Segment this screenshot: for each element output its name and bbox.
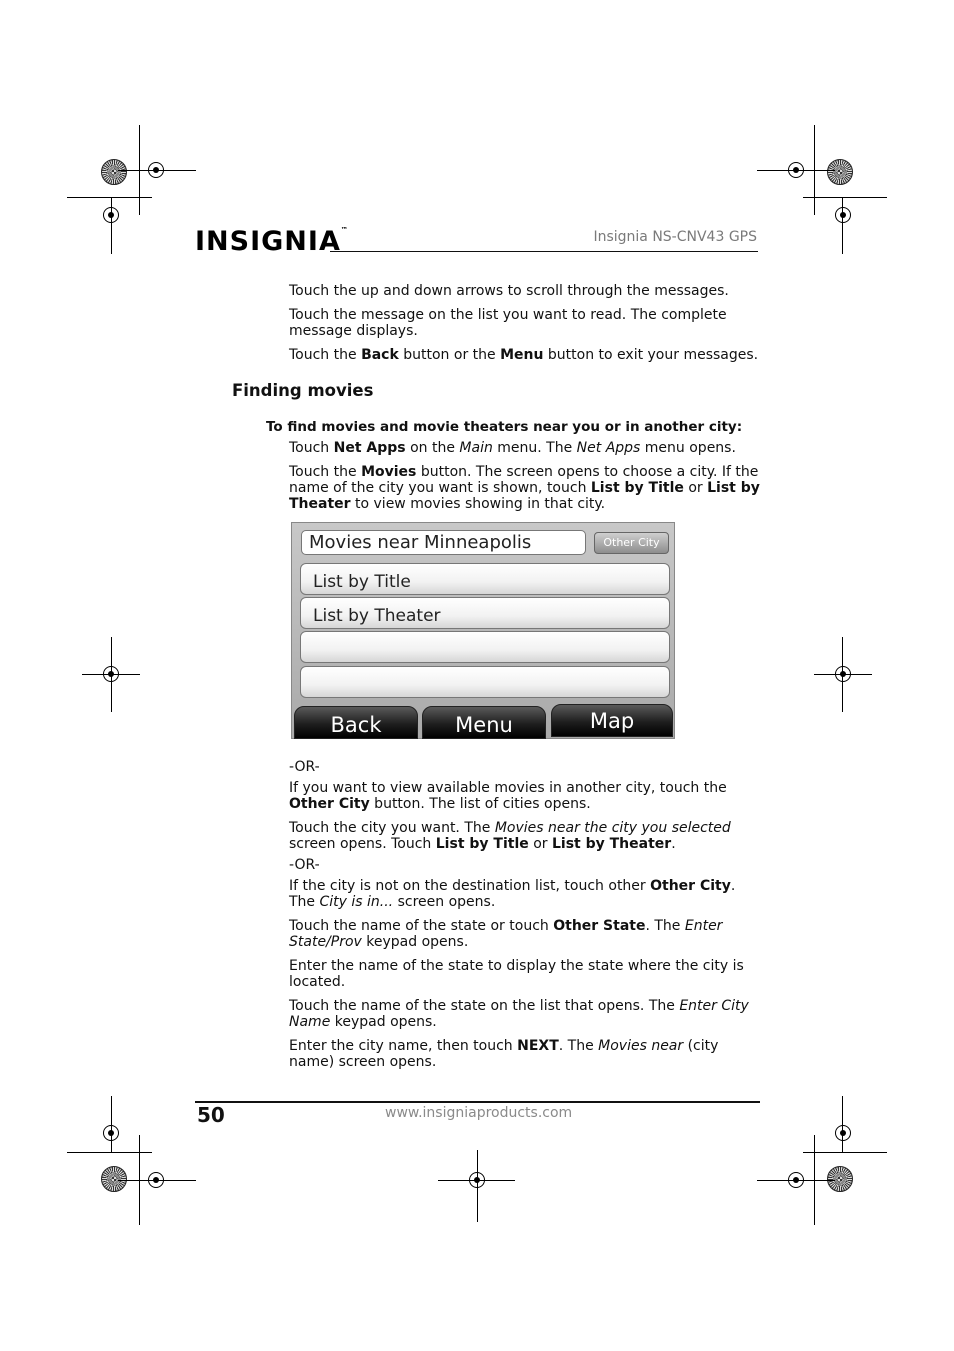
screen-title: Movies near Minneapolis (301, 530, 586, 555)
insignia-logo: INSIGNIA™ (195, 226, 349, 257)
paragraph: Touch the up and down arrows to scroll through the messages. (289, 283, 729, 299)
gps-screen-figure (291, 522, 675, 739)
registration-target-icon (835, 666, 851, 682)
registration-target-icon (103, 207, 119, 223)
registration-rosette-icon (827, 159, 853, 185)
map-button[interactable]: Map (551, 704, 673, 737)
registration-target-icon (469, 1172, 485, 1188)
registration-target-icon (103, 1125, 119, 1141)
list-item[interactable] (300, 666, 670, 698)
other-city-button[interactable]: Other City (594, 532, 669, 554)
registration-target-icon (103, 666, 119, 682)
step: Enter the city name, then touch NEXT. The Movies near (city name) screen opens. (289, 1038, 719, 1070)
procedure-heading: To find movies and movie theaters near you or in another city: (266, 419, 743, 435)
footer-rule (195, 1101, 760, 1103)
or-separator: -OR- (289, 759, 320, 775)
registration-rosette-icon (101, 159, 127, 185)
registration-target-icon (148, 1172, 164, 1188)
header-rule (330, 251, 758, 252)
paragraph: Touch the message on the list you want to read. The complete message displays. (289, 307, 727, 339)
step: Touch the name of the state or touch Other State. The Enter State/Prov keypad opens. (289, 918, 723, 950)
menu-button[interactable]: Menu (422, 706, 546, 739)
registration-target-icon (148, 162, 164, 178)
step: If you want to view available movies in another city, touch the Other City button. The list of cities opens. (289, 780, 727, 812)
paragraph: Touch the Back button or the Menu button to exit your messages. (289, 347, 759, 363)
list-by-theater-button[interactable]: List by Theater (300, 597, 670, 629)
registration-target-icon (788, 1172, 804, 1188)
header-title: Insignia NS-CNV43 GPS (593, 229, 757, 245)
step: Touch Net Apps on the Main menu. The Net Apps menu opens. (289, 440, 736, 456)
step: Enter the name of the state to display the state where the city is located. (289, 958, 744, 990)
or-separator: -OR- (289, 857, 320, 873)
registration-target-icon (835, 207, 851, 223)
step: Touch the city you want. The Movies near the city you selected screen opens. Touch List by Title or List by Theater. (289, 820, 731, 852)
list-item[interactable] (300, 631, 670, 663)
section-heading: Finding movies (232, 381, 374, 400)
step: Touch the name of the state on the list that opens. The Enter City Name keypad opens. (289, 998, 749, 1030)
step: If the city is not on the destination list, touch other Other City. The City is in... screen opens. (289, 878, 736, 910)
list-by-title-button[interactable]: List by Title (300, 563, 670, 595)
footer-url: www.insigniaproducts.com (385, 1105, 573, 1121)
back-button[interactable]: Back (294, 706, 418, 739)
step: Touch the Movies button. The screen opens to choose a city. If the name of the city you want is shown, touch List by Title or List by Theater to view movies showing in that city. (289, 464, 760, 512)
registration-target-icon (788, 162, 804, 178)
registration-rosette-icon (827, 1166, 853, 1192)
registration-target-icon (835, 1125, 851, 1141)
registration-rosette-icon (101, 1166, 127, 1192)
page-number: 50 (197, 1103, 225, 1127)
